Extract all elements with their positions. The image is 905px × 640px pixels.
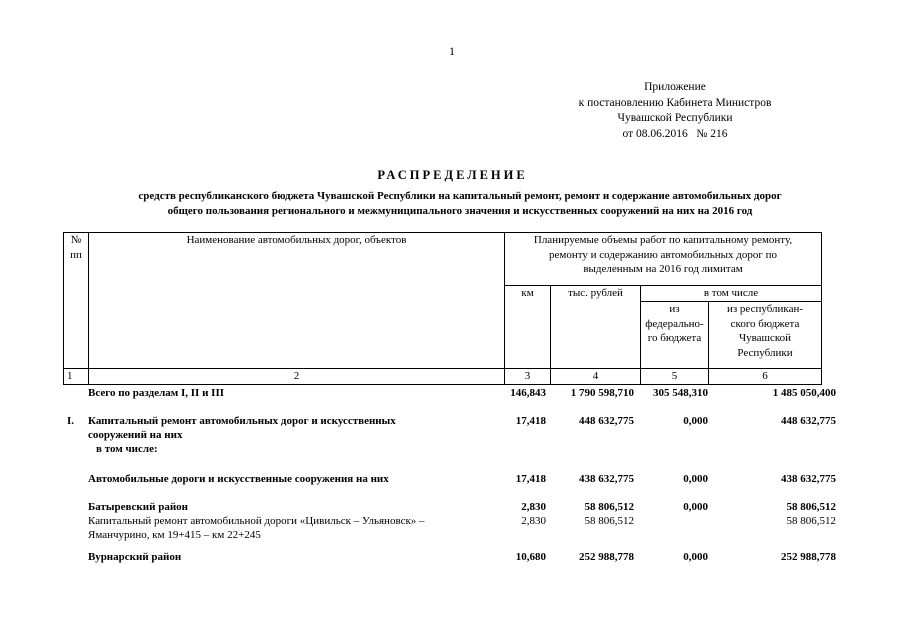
annex-block [560,80,790,142]
row-republic: 438 632,775 [781,473,836,485]
row-thousand-rubles: 252 988,778 [579,551,634,563]
row-name: Вурнарский район [88,551,182,563]
row-km: 17,418 [515,415,546,427]
row-thousand-rubles: 58 806,512 [584,515,634,527]
page-number: 1 [449,44,455,58]
document-title: РАСПРЕДЕЛЕНИЕ [377,168,528,182]
row-km: 146,843 [510,387,546,399]
header-planned-volumes: Планируемые объемы работ по капитальному ремонту, ремонту и содержанию автомобильных дорог по выделенным на 2016 год лимитам [505,233,822,286]
row-federal: 0,000 [683,473,708,485]
column-number: 4 [551,369,641,385]
row-republic: 252 988,778 [781,551,836,563]
header-including: в том числе [641,286,822,302]
annex-line: Чувашской Республики [617,112,733,124]
row-km: 2,830 [521,515,546,527]
header-thousand-rubles: тыс. рублей [551,286,641,369]
row-thousand-rubles: 58 806,512 [584,501,634,513]
row-name: Капитальный ремонт автомобильной дороги «Цивильск – Ульяновск» – Яманчурино, км 19+415 – км 22+245 [88,515,425,541]
row-name: Автомобильные дороги и искусственные сооружения на них [88,473,389,485]
column-number: 2 [89,369,505,385]
header-federal-budget: из федерально- го бюджета [641,302,709,369]
row-km: 17,418 [515,473,546,485]
column-number: 5 [641,369,709,385]
row-federal: 0,000 [683,501,708,513]
annex-line: Приложение [644,81,706,93]
header-km: км [505,286,551,369]
header-republic-budget: из республикан- ского бюджета Чувашской Республики [709,302,822,369]
document-subtitle [40,189,880,219]
annex-line: к постановлению Кабинета Министров [578,96,772,109]
subtitle-line: средств республиканского бюджета Чувашской Республики на капитальный ремонт, ремонт и содержание автомобильных дорог [138,190,782,202]
column-number: 6 [709,369,822,385]
row-km: 2,830 [521,501,546,513]
row-thousand-rubles: 448 632,775 [579,415,634,427]
row-number: I. [67,415,75,427]
row-federal: 0,000 [683,415,708,427]
budget-table-header [63,232,822,385]
subtitle-line: общего пользования регионального и межмуниципального значения и искусственных сооружений на них на 2016 год [167,205,753,217]
row-federal: 305 548,310 [653,387,708,399]
header-road-name: Наименование автомобильных дорог, объектов [89,233,505,369]
row-km: 10,680 [515,551,546,563]
row-republic: 58 806,512 [786,501,836,513]
column-number: 1 [64,369,89,385]
column-number: 3 [505,369,551,385]
header-number: № пп [64,233,89,369]
row-republic: 448 632,775 [781,415,836,427]
annex-date: от 08.06.2016 № 216 [622,127,728,140]
row-republic: 58 806,512 [786,515,836,527]
column-number-row [64,369,822,385]
row-thousand-rubles: 1 790 598,710 [570,387,634,399]
row-federal: 0,000 [683,551,708,563]
row-name: Батыревский район [88,501,188,513]
row-name: Всего по разделам I, II и III [88,387,225,399]
row-republic: 1 485 050,400 [772,387,836,399]
row-name: Капитальный ремонт автомобильных дорог и искусственных сооружений на них в том числе: [88,415,396,455]
row-thousand-rubles: 438 632,775 [579,473,634,485]
